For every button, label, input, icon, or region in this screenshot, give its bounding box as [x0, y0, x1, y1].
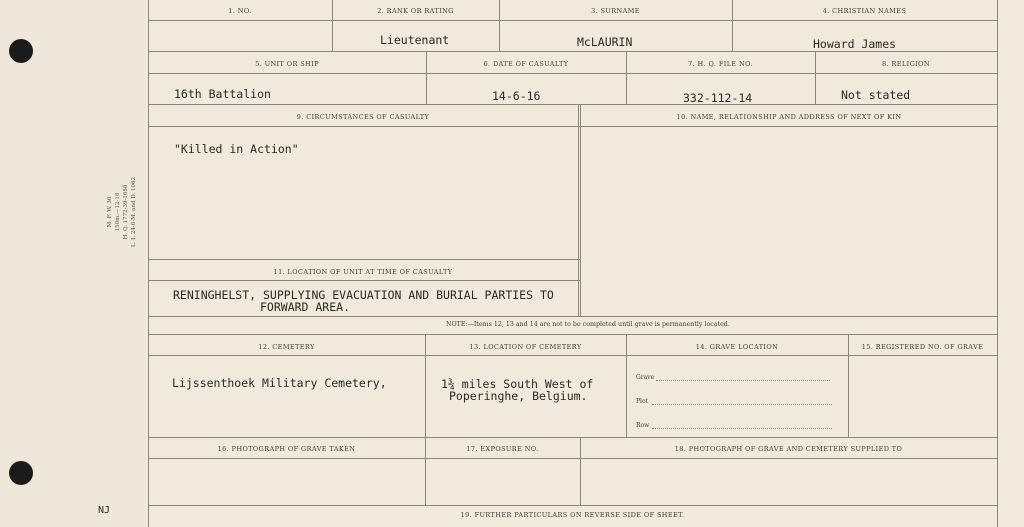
location-of-unit-line1: RENINGHELST, SUPPLYING EVACUATION AND BURIAL PARTIES TO	[173, 288, 554, 302]
clerk-initials: NJ	[98, 505, 111, 516]
plot-field-label: Plot	[636, 398, 648, 405]
row6-label-line	[148, 458, 997, 459]
row4-label-line	[148, 280, 580, 281]
date-value: 14-6-16	[492, 89, 541, 103]
circumstances-value: "Killed in Action"	[174, 142, 299, 156]
surname-value: McLAURIN	[577, 35, 633, 49]
row-dotted-line	[652, 428, 832, 429]
label-photo-taken: 16. PHOTOGRAPH OF GRAVE TAKEN	[217, 445, 356, 453]
cemetery-location-line2: Poperinghe, Belgium.	[449, 389, 588, 403]
label-surname: 3. SURNAME	[591, 7, 640, 15]
label-rank: 2. RANK OR RATING	[377, 7, 454, 15]
plot-dotted-line	[652, 404, 832, 405]
grave-dotted-line	[656, 380, 830, 381]
divider	[578, 104, 579, 316]
label-circumstances: 9. CIRCUMSTANCES OF CASUALTY	[296, 113, 430, 121]
row3-label-line	[148, 126, 997, 127]
location-of-unit-line2: FORWARD AREA.	[260, 300, 351, 314]
cemetery-location-line1: 1¾ miles South West of	[441, 377, 594, 391]
rank-value: Lieutenant	[380, 33, 450, 47]
row4-top	[148, 259, 580, 260]
divider	[580, 104, 581, 316]
label-religion: 8. RELIGION	[882, 60, 930, 68]
form-code-text: M. F. W. 36 150m.—12-18 H. Q. 1772-39-1658 L. I. 24-6-M. and D. 1062	[107, 177, 137, 247]
divider	[426, 51, 427, 104]
label-unit: 5. UNIT OR SHIP	[255, 60, 319, 68]
label-further-particulars: 19. FURTHER PARTICULARS ON REVERSE SIDE OF SHEET.	[460, 511, 685, 519]
divider	[626, 51, 627, 104]
row5-bottom	[148, 437, 997, 438]
punch-hole-bottom	[9, 461, 33, 485]
label-registered-no: 15. REGISTERED NO. OF GRAVE	[861, 343, 984, 351]
cemetery-value: Lijssenthoek Military Cemetery,	[172, 376, 387, 390]
row6-bottom	[148, 505, 997, 506]
label-no: 1. NO.	[228, 7, 252, 15]
row1-label-line	[148, 20, 997, 21]
label-grave-location: 14. GRAVE LOCATION	[695, 343, 779, 351]
label-file-no: 7. H. Q. FILE NO.	[688, 60, 753, 68]
file-no-value: 332-112-14	[683, 91, 753, 105]
note-top	[148, 316, 997, 317]
grave-field-label: Grave	[636, 374, 655, 381]
row1-bottom	[148, 51, 997, 52]
label-christian-names: 4. CHRISTIAN NAMES	[822, 7, 907, 15]
label-location-of-unit: 11. LOCATION OF UNIT AT TIME OF CASUALTY	[273, 268, 453, 276]
left-margin	[0, 0, 147, 527]
label-location-of-cemetery: 13. LOCATION OF CEMETERY	[469, 343, 582, 351]
religion-value: Not stated	[841, 88, 911, 102]
punch-hole-top	[9, 39, 33, 63]
row2-bottom	[148, 104, 997, 105]
note-bottom	[148, 334, 997, 335]
label-exposure-no: 17. EXPOSURE NO.	[466, 445, 539, 453]
christian-names-value: Howard James	[813, 37, 897, 51]
label-next-of-kin: 10. NAME, RELATIONSHIP AND ADDRESS OF NEXT OF KIN	[676, 113, 902, 121]
row5-label-line	[148, 355, 997, 356]
row-field-label: Row	[636, 422, 650, 429]
divider	[815, 51, 816, 104]
unit-value: 16th Battalion	[174, 87, 271, 101]
label-photo-supplied: 18. PHOTOGRAPH OF GRAVE AND CEMETERY SUPPLIED TO	[674, 445, 903, 453]
label-date: 6. DATE OF CASUALTY	[483, 60, 569, 68]
frame-right	[997, 0, 998, 527]
note-text: NOTE:—Items 12, 13 and 14 are not to be completed until grave is permanently located.	[446, 321, 730, 328]
label-cemetery: 12. CEMETERY	[258, 343, 315, 351]
row2-label-line	[148, 73, 997, 74]
